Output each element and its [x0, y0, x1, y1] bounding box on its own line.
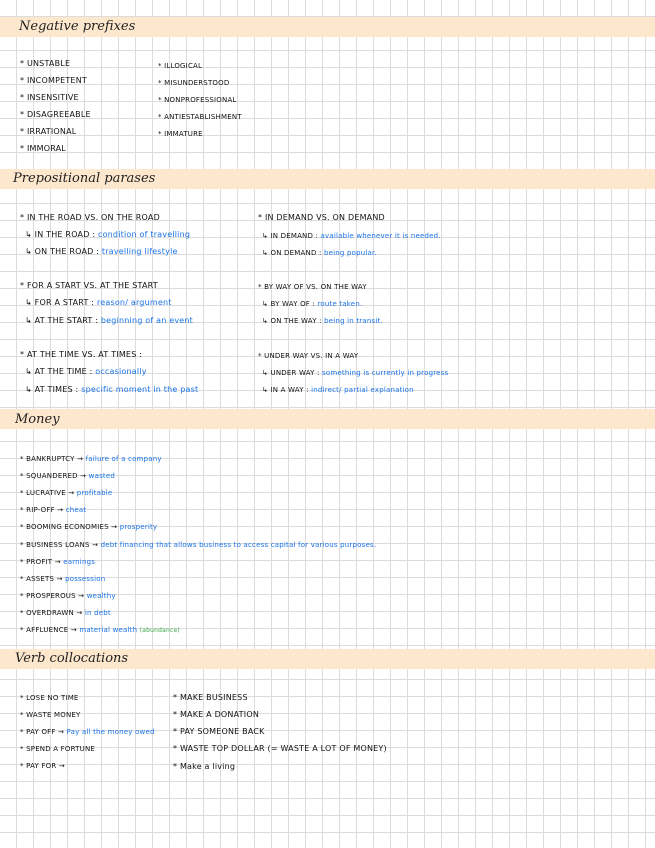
phrase-line [262, 368, 448, 378]
collocation-item: * MAKE BUSINESS [173, 693, 248, 702]
collocation-item [20, 744, 95, 754]
money-definition: material wealth [79, 626, 138, 634]
phrase-definition: condition of travelling [97, 230, 191, 239]
money-item [20, 488, 112, 498]
phrase-definition: being popular. [323, 249, 377, 257]
phrase-line [262, 299, 362, 309]
phrase-heading: * IN THE ROAD VS. ON THE ROAD [20, 213, 160, 222]
phrase-prefix: ↳ AT THE START : [25, 316, 99, 325]
money-definition: earnings [63, 558, 96, 566]
money-item [20, 522, 157, 532]
money-item [20, 574, 105, 584]
collocation-item: * PAY SOMEONE BACK [173, 727, 265, 736]
phrase-definition: available whenever it is needed. [320, 232, 441, 240]
money-item [20, 557, 95, 567]
collocation-definition: Pay all the money owed [66, 728, 155, 736]
phrase-prefix: ↳ IN A WAY : [262, 386, 309, 394]
collocation-item: * Make a living [173, 762, 236, 771]
negative-prefix-item: * NONPROFESSIONAL [158, 96, 237, 104]
money-term: * AFFLUENCE → [20, 626, 77, 634]
money-term: * BOOMING ECONOMIES → [20, 523, 118, 531]
collocation-term: * LOSE NO TIME [20, 694, 79, 702]
phrase-heading: * IN DEMAND VS. ON DEMAND [258, 213, 385, 222]
money-term: * ASSETS → [20, 575, 63, 583]
phrase-line [262, 385, 414, 395]
phrase-prefix: ↳ IN DEMAND : [262, 232, 319, 240]
phrase-prefix: ↳ ON THE ROAD : [25, 247, 100, 256]
phrase-heading: * FOR A START VS. AT THE START [20, 281, 158, 290]
money-term: * RIP-OFF → [20, 506, 64, 514]
phrase-line [262, 231, 441, 241]
money-item [20, 608, 111, 618]
money-definition: possession [65, 575, 106, 583]
phrase-line [25, 316, 193, 326]
phrase-prefix: ↳ AT THE TIME : [25, 367, 93, 376]
phrase-heading: * AT THE TIME VS. AT TIMES : [20, 350, 143, 359]
collocation-item [20, 761, 65, 771]
money-term: * PROFIT → [20, 558, 61, 566]
collocation-term: * PAY FOR → [20, 762, 65, 770]
money-definition: cheat [65, 506, 87, 514]
phrase-prefix: ↳ IN THE ROAD : [25, 230, 96, 239]
negative-prefix-item: * INSENSITIVE [20, 93, 79, 102]
phrase-definition: beginning of an event [100, 316, 194, 325]
negative-prefix-item: * IMMORAL [20, 144, 66, 153]
heading-money: Money [15, 412, 60, 427]
phrase-line [262, 316, 383, 326]
phrase-prefix: ↳ AT TIMES : [25, 385, 79, 394]
negative-prefix-item: * IMMATURE [158, 130, 203, 138]
phrase-line [262, 248, 377, 258]
money-definition: wealthy [86, 592, 116, 600]
money-item [20, 454, 162, 464]
negative-prefix-item: * MISUNDERSTOOD [158, 79, 230, 87]
phrase-heading: * BY WAY OF VS. ON THE WAY [258, 283, 367, 291]
phrase-line [25, 230, 190, 240]
negative-prefix-item: * DISAGREEABLE [20, 110, 91, 119]
heading-verb-collocations: Verb collocations [15, 651, 129, 666]
phrase-line [25, 385, 198, 395]
negative-prefix-item: * ANTIESTABLISHMENT [158, 113, 242, 121]
negative-prefix-item: * IRRATIONAL [20, 127, 77, 136]
phrase-definition: reason/ argument [96, 298, 172, 307]
money-term: * LUCRATIVE → [20, 489, 75, 497]
phrase-definition: being in transit. [324, 317, 383, 325]
phrase-definition: occasionally [95, 367, 147, 376]
phrase-prefix: ↳ UNDER WAY : [262, 369, 320, 377]
money-item [20, 471, 115, 481]
collocation-item: * WASTE TOP DOLLAR (= WASTE A LOT OF MONEY) [173, 744, 387, 753]
money-term: * PROSPEROUS → [20, 592, 85, 600]
phrase-definition: travelling lifestyle [101, 247, 178, 256]
money-item [20, 625, 180, 636]
money-item [20, 505, 86, 515]
phrase-definition: indirect/ partial explanation [311, 386, 414, 394]
phrase-definition: specific moment in the past [81, 385, 199, 394]
phrase-line [25, 367, 147, 377]
collocation-item: * MAKE A DONATION [173, 710, 259, 719]
money-term: * OVERDRAWN → [20, 609, 83, 617]
collocation-term: * WASTE MONEY [20, 711, 81, 719]
collocation-item [20, 727, 155, 737]
money-definition: debt financing that allows business to access capital for various purposes. [100, 541, 377, 549]
phrase-prefix: ↳ ON DEMAND : [262, 249, 322, 257]
money-definition: in debt [84, 609, 111, 617]
collocation-term: * PAY OFF → [20, 728, 65, 736]
money-term: * BUSINESS LOANS → [20, 541, 99, 549]
money-definition: wasted [88, 472, 116, 480]
money-definition: prosperity [119, 523, 158, 531]
collocation-item [20, 693, 79, 703]
collocation-item [20, 710, 81, 720]
phrase-prefix: ↳ BY WAY OF : [262, 300, 316, 308]
collocation-term: * SPEND A FORTUNE [20, 745, 96, 753]
negative-prefix-item: * ILLOGICAL [158, 62, 203, 70]
phrase-definition: something is currently in progress [322, 369, 449, 377]
money-item [20, 591, 116, 601]
heading-prepositional-phrases: Prepositional parases [13, 171, 156, 186]
phrase-line [25, 247, 178, 257]
phrase-definition: route taken. [317, 300, 363, 308]
heading-negative-prefixes: Negative prefixes [19, 19, 136, 34]
phrase-line [25, 298, 172, 308]
negative-prefix-item: * INCOMPETENT [20, 76, 87, 85]
money-definition: failure of a company [85, 455, 162, 463]
phrase-prefix: ↳ FOR A START : [25, 298, 95, 307]
money-item [20, 540, 376, 550]
money-note: (abundance) [139, 627, 180, 634]
money-term: * SQUANDERED → [20, 472, 87, 480]
negative-prefix-item: * UNSTABLE [20, 59, 71, 68]
phrase-heading: * UNDER WAY VS. IN A WAY [258, 352, 359, 360]
money-term: * BANKRUPTCY → [20, 455, 84, 463]
money-definition: profitable [76, 489, 113, 497]
phrase-prefix: ↳ ON THE WAY : [262, 317, 322, 325]
section-band-money [0, 409, 655, 429]
